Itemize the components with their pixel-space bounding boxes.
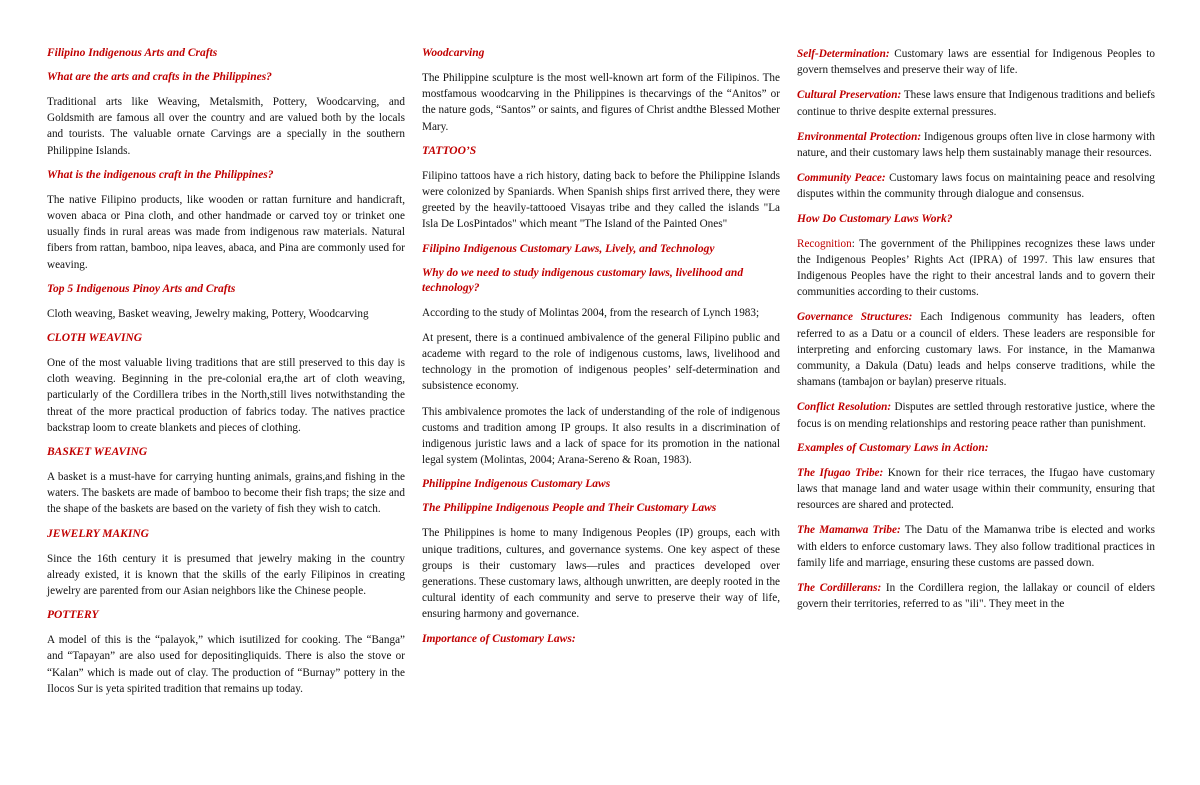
paragraph-environmental-protection: [797, 129, 1155, 161]
heading-arts-crafts: Filipino Indigenous Arts and Crafts: [47, 47, 218, 59]
heading-ip-and-laws: The Philippine Indigenous People and Their Customary Laws: [422, 502, 717, 515]
label-governance: Governance Structures:: [797, 311, 913, 324]
text-community-peace: Customary laws focus on maintaining peace and resolving disputes within the community through dialogue and consensus.: [797, 172, 1156, 201]
heading-basket-weaving: BASKET WEAVING: [47, 446, 148, 459]
heading-how-laws-work: How Do Customary Laws Work?: [797, 212, 953, 225]
paragraph-cloth-weaving: One of the most valuable living traditions that are still preserved to this day is cloth weaving. Beginning in the pre-colonial era,the art of cloth weaving, particularly of the Cordillera tribes in the North,still lives notwithstanding the threat of the more practical production of fabrics today. The natives practice backstrap loom to create blankets and pieces of clothing.: [47, 357, 405, 434]
paragraph-governance: [797, 309, 1155, 390]
label-conflict-resolution: Conflict Resolution:: [797, 401, 892, 414]
heading-woodcarving: Woodcarving: [422, 47, 485, 59]
paragraph-ip-groups: The Philippines is home to many Indigenous Peoples (IP) groups, each with unique traditions, cultures, and governance systems. One key aspect of these groups is their customary laws—rules and practices developed over generations. These customary laws, although unwritten, are deeply rooted in the cultural identity of each community and serve to preserve their way of life, ensuring harmony and governance.: [422, 527, 780, 621]
paragraph-recognition: [797, 236, 1155, 301]
text-mamanwa: The Datu of the Mamanwa tribe is elected and works with elders to enforce customary laws. They also follow traditional practices in family life and marriage, ensuring these customs are passed down.: [797, 524, 1155, 569]
heading-indigenous-craft: What is the indigenous craft in the Philippines?: [47, 168, 274, 181]
heading-importance: Importance of Customary Laws:: [422, 632, 576, 645]
heading-examples: Examples of Customary Laws in Action:: [797, 441, 989, 454]
heading-tattoos: TATTOO’S: [422, 144, 477, 157]
paragraph-ambivalence: At present, there is a continued ambivalence of the general Filipino public and academe with regard to the role of indigenous customs, laws, livelihood and technology in the promotion of indigenous peoples’ self-determination and subsistence economy.: [422, 331, 780, 393]
paragraph-community-peace: [797, 170, 1155, 202]
text-cultural-preservation: These laws ensure that Indigenous traditions and beliefs continue to thrive despite external pressures.: [797, 89, 1155, 118]
paragraph-jewelry-making: Since the 16th century it is presumed that jewelry making in the country already existed, it is known that the skills of the early Filipinos in creating jewelry are parented from our Asian neighbors like the Chinese people.: [47, 552, 405, 598]
heading-why-study: Why do we need to study indigenous customary laws, livelihood and technology?: [422, 266, 744, 294]
paragraph-cordillerans: [797, 580, 1155, 612]
paragraph-cultural-preservation: [797, 87, 1155, 119]
label-cultural-preservation: Cultural Preservation:: [797, 89, 902, 102]
label-self-determination: Self-Determination:: [797, 48, 890, 60]
text-cordillerans: In the Cordillera region, the lallakay or council of elders govern their territories, referred to as "ili". They meet in the: [797, 582, 1155, 611]
label-environmental-protection: Environmental Protection:: [797, 130, 922, 143]
heading-cloth-weaving: CLOTH WEAVING: [47, 332, 143, 345]
label-recognition: Recognition: [797, 237, 852, 250]
column-3: [797, 46, 1155, 621]
text-recognition: : The government of the Philippines recognizes these laws under the Indigenous Peoples’ Rights Act (IPRA) of 1997. This law ensures that Indigenous Peoples have the right to their ancestral lands and to govern their communities according to their customs.: [797, 237, 1155, 299]
paragraph-molintas: According to the study of Molintas 2004, from the research of Lynch 1983;: [422, 306, 760, 319]
text-environmental-protection: Indigenous groups often live in close harmony with nature, and their customary laws help them sustainably manage their resources.: [797, 130, 1155, 160]
paragraph-self-determination: [797, 46, 1155, 78]
paragraph-tattoos: Filipino tattoos have a rich history, dating back to before the Philippine Islands were colonized by Spaniards. When Spanish ships first arrived there, they were greeted by the heavily-tattooed Visayas tribe and they called the islands "La Isla De LosPintados" which meant "The Island of the Painted Ones": [422, 169, 780, 231]
column-1: [47, 46, 405, 706]
heading-what-arts: What are the arts and crafts in the Philippines?: [47, 71, 272, 83]
heading-pottery: POTTERY: [47, 609, 99, 622]
text-self-determination: Customary laws are essential for Indigenous Peoples to govern themselves and preserve their way of life.: [797, 48, 1155, 77]
paragraph-conflict-resolution: [797, 399, 1155, 431]
text-governance: Each Indigenous community has leaders, often referred to as a Datu or a council of elders. These leaders are responsible for interpreting and enforcing customary laws. For instance, in the Mamanwa community, a Dakula (Datu) leads and helps conserve traditions, while the shamans (tambajon or baylan) preserve rituals.: [797, 311, 1155, 389]
text-ifugao: Known for their rice terraces, the Ifugao have customary laws that manage land and water usage within their community, ensuring that resources are shared and protected.: [797, 466, 1155, 512]
heading-customary-laws-lively: Filipino Indigenous Customary Laws, Lively, and Technology: [422, 242, 715, 255]
text-conflict-resolution: Disputes are settled through restorative justice, where the focus is on mending relationships and restoring peace rather than punishment.: [797, 401, 1156, 430]
paragraph-woodcarving: The Philippine sculpture is the most well-known art form of the Filipinos. The mostfamous woodcarving in the Philippines is thecarvings of the “Anitos” or the nature gods, “Santos” or saints, and figures of Christ andthe Blessed Mother Mary.: [422, 72, 780, 133]
paragraph-basket-weaving: A basket is a must-have for carrying hunting animals, grains,and fishing in the waters. The baskets are made of bamboo to become their fish traps; the size and the shape of the baskets are based on the variety of fish they wish to catch.: [47, 471, 405, 516]
heading-top-5: Top 5 Indigenous Pinoy Arts and Crafts: [47, 282, 236, 295]
paragraph-ifugao: [797, 465, 1155, 514]
paragraph-ambivalence-promotes: This ambivalence promotes the lack of understanding of the role of indigenous customs and tradition among IP groups. It also results in a discrimination of indigenous juristic laws and a lack of space for its promotion in the national legal system (Molintas, 2004; Arana-Sereno & Roan, 1983).: [422, 405, 780, 467]
paragraph-pottery: A model of this is the “palayok,” which isutilized for cooking. The “Banga” and “Tapayan” are also used for depositingliquids. There is also the stove or “Kalan” which is made out of clay. The production of “Burnay” pottery in the Ilocos Sur is yeta spirited tradition that remains up today.: [47, 634, 405, 695]
paragraph-top-5-list: Cloth weaving, Basket weaving, Jewelry making, Pottery, Woodcarving: [47, 307, 369, 320]
paragraph-traditional-arts: Traditional arts like Weaving, Metalsmith, Pottery, Woodcarving, and Goldsmith are famous all over the country and are valued both by the locals and tourists. The valuable ornate Carvings are a specially in the southern Philippine Islands.: [47, 96, 405, 157]
heading-ph-customary-laws: Philippine Indigenous Customary Laws: [422, 478, 611, 491]
paragraph-mamanwa: [797, 522, 1155, 571]
paragraph-native-products: The native Filipino products, like wooden or rattan furniture and handicraft, woven abaca or Pina cloth, and other handmade or carved toy or trinket one usually finds in rural areas was made from indigenous raw materials. Natural fibers from rattan, bamboo, nipa leaves, abaca, and Pina are commonly used for weaving.: [47, 193, 405, 271]
label-mamanwa: The Mamanwa Tribe:: [797, 524, 901, 537]
label-cordillerans: The Cordillerans:: [797, 582, 882, 595]
heading-jewelry-making: JEWELRY MAKING: [47, 527, 149, 540]
column-2: [422, 46, 780, 656]
label-ifugao: The Ifugao Tribe:: [797, 466, 884, 479]
label-community-peace: Community Peace:: [797, 172, 886, 185]
